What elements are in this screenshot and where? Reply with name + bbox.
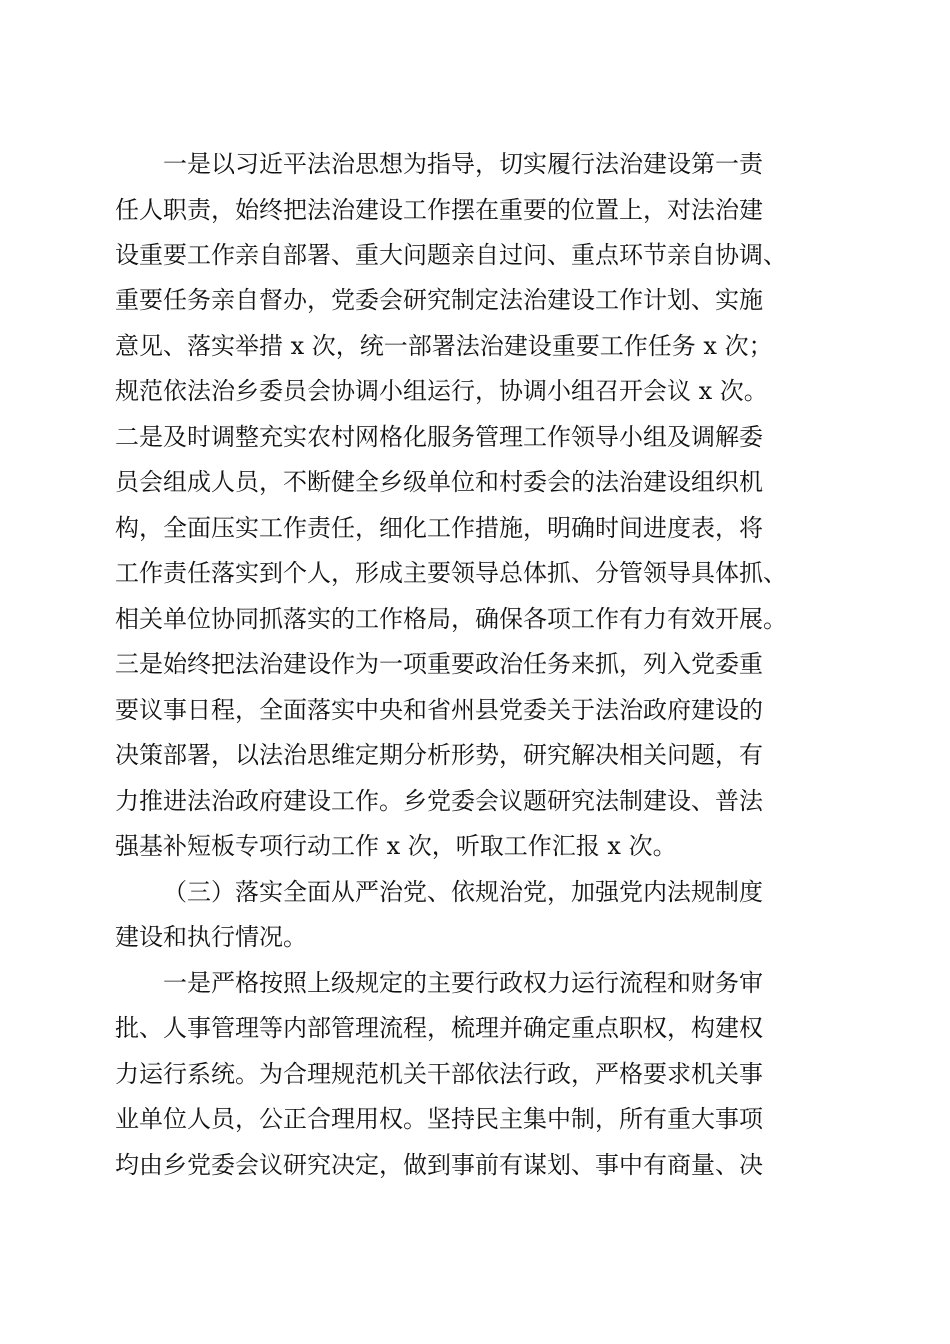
paragraph-line: 意见、落实举措 x 次，统一部署法治建设重要工作任务 x 次；	[115, 332, 773, 360]
paragraph-line: 员会组成人员，不断健全乡级单位和村委会的法治建设组织机	[115, 468, 763, 496]
paragraph-line: 三是始终把法治建设作为一项重要政治任务来抓，列入党委重	[115, 650, 763, 678]
paragraph-line: 重要任务亲自督办，党委会研究制定法治建设工作计划、实施	[115, 286, 763, 314]
paragraph-line: 要议事日程，全面落实中央和省州县党委关于法治政府建设的	[115, 696, 763, 724]
paragraph-line: 二是及时调整充实农村网格化服务管理工作领导小组及调解委	[115, 423, 763, 451]
paragraph-line: 任人职责，始终把法治建设工作摆在重要的位置上，对法治建	[115, 196, 763, 224]
paragraph-line: 设重要工作亲自部署、重大问题亲自过问、重点环节亲自协调、	[115, 241, 787, 269]
section-heading-line: （三）落实全面从严治党、依规治党，加强党内法规制度	[163, 878, 763, 906]
paragraph-line: 批、人事管理等内部管理流程，梳理并确定重点职权，构建权	[115, 1014, 763, 1042]
section-heading-line: 建设和执行情况。	[115, 923, 307, 951]
paragraph-line: 规范依法治乡委员会协调小组运行，协调小组召开会议 x 次。	[115, 377, 768, 405]
paragraph-line: 一是以习近平法治思想为指导，切实履行法治建设第一责	[163, 150, 763, 178]
paragraph-line: 决策部署，以法治思维定期分析形势，研究解决相关问题，有	[115, 741, 763, 769]
paragraph-line: 强基补短板专项行动工作 x 次，听取工作汇报 x 次。	[115, 832, 677, 860]
paragraph-line: 业单位人员，公正合理用权。坚持民主集中制，所有重大事项	[115, 1105, 763, 1133]
paragraph-line: 一是严格按照上级规定的主要行政权力运行流程和财务审	[163, 969, 763, 997]
paragraph-line: 均由乡党委会议研究决定，做到事前有谋划、事中有商量、决	[115, 1151, 763, 1179]
paragraph-line: 力运行系统。为合理规范机关干部依法行政，严格要求机关事	[115, 1060, 763, 1088]
paragraph-line: 构，全面压实工作责任，细化工作措施，明确时间进度表，将	[115, 514, 763, 542]
paragraph-line: 工作责任落实到个人，形成主要领导总体抓、分管领导具体抓、	[115, 559, 787, 587]
paragraph-line: 相关单位协同抓落实的工作格局，确保各项工作有力有效开展。	[115, 605, 787, 633]
paragraph-line: 力推进法治政府建设工作。乡党委会议题研究法制建设、普法	[115, 787, 763, 815]
